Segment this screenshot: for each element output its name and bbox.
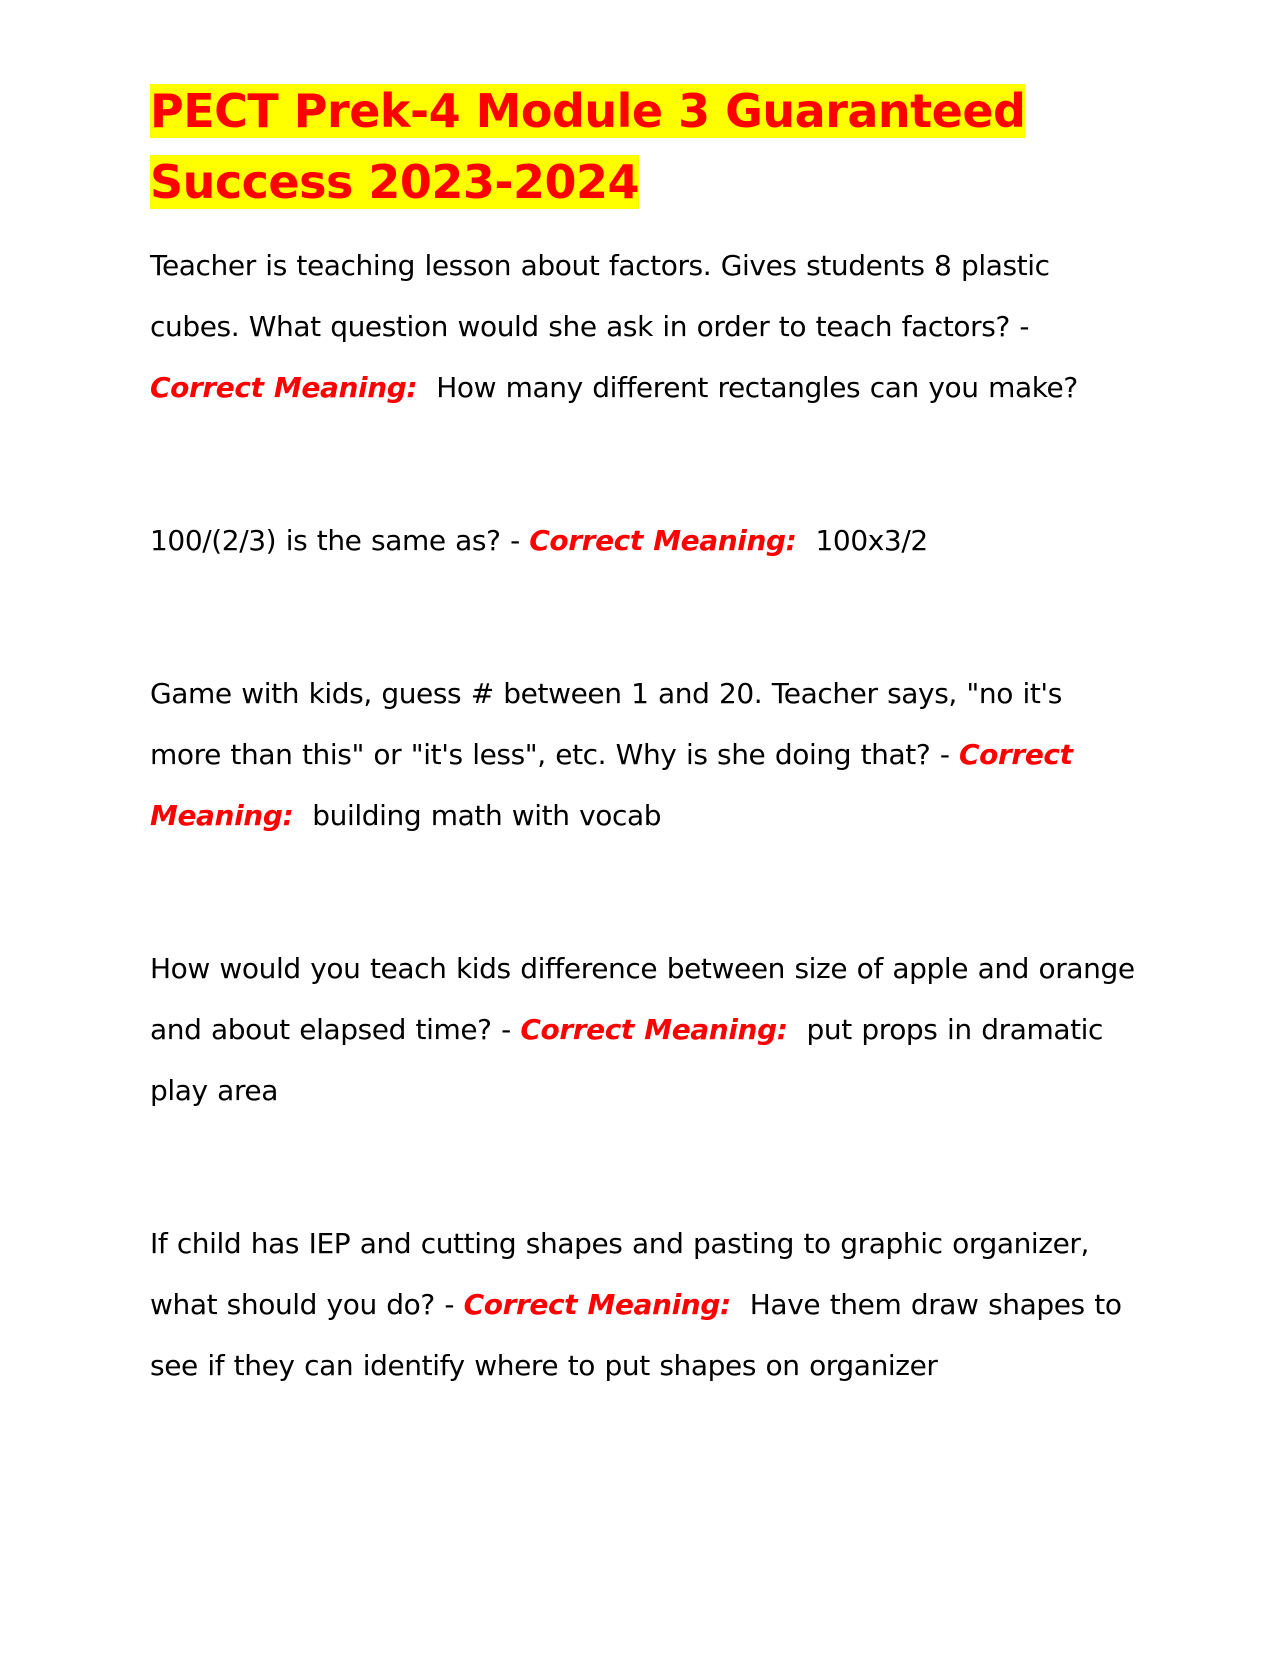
qa-item (150, 510, 1140, 571)
document-title (150, 76, 1140, 218)
qa-item (150, 235, 1140, 418)
answer-label: Correct Meaning: (463, 1288, 731, 1321)
answer-label: Correct Meaning: (150, 371, 418, 404)
answer-label: Correct Meaning: (150, 738, 1073, 832)
answer-label: Correct Meaning: (529, 524, 797, 557)
qa-item (150, 938, 1140, 1121)
question-text: Game with kids, guess # between 1 and 20. Teacher says, "no it's more than this" or "it's less", etc. Why is she doing that? - (150, 677, 1062, 771)
answer-text: building math with vocab (312, 799, 662, 832)
document-page (150, 76, 1140, 1396)
answer-text: Have them draw shapes to see if they can identify where to put shapes on organizer (150, 1288, 1122, 1382)
answer-text: 100x3/2 (815, 524, 928, 557)
question-text: Teacher is teaching lesson about factors. Gives students 8 plastic cubes. What question would she ask in order to teach factors? - (150, 249, 1050, 343)
question-text: How would you teach kids difference between size of apple and orange and about elapsed time? - (150, 952, 1135, 1046)
answer-text: How many different rectangles can you make? (436, 371, 1078, 404)
qa-item (150, 1213, 1140, 1396)
answer-label: Correct Meaning: (520, 1013, 788, 1046)
title-highlight: PECT Prek-4 Module 3 Guaranteed Success 2023-2024 (150, 84, 1026, 209)
question-text: If child has IEP and cutting shapes and pasting to graphic organizer, what should you do? - (150, 1227, 1090, 1321)
qa-item (150, 663, 1140, 846)
answer-text: put props in dramatic play area (150, 1013, 1104, 1107)
question-text: 100/(2/3) is the same as? - (150, 524, 530, 557)
